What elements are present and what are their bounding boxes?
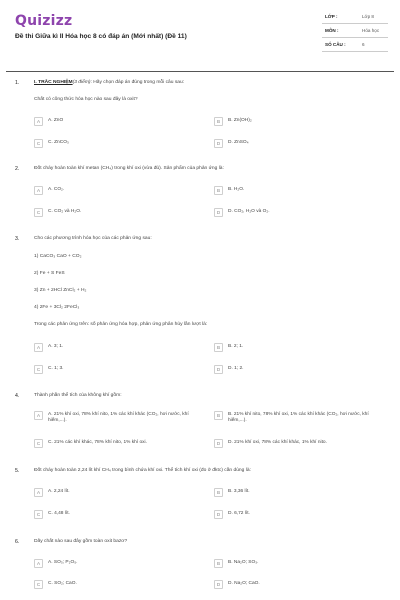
option-a[interactable]: [34, 488, 204, 497]
reaction-3: 3) Zn + 2HCl ZnCl₂ + H₂: [34, 288, 87, 293]
option-text: D. Na₂O; CaO.: [228, 581, 260, 586]
option-d[interactable]: [214, 208, 384, 217]
section-heading: I. TRẮC NGHIỆM: [34, 80, 73, 85]
option-a[interactable]: [34, 559, 204, 568]
section-note: (3 điểm): [72, 80, 91, 85]
question-text: Thành phần thể tích của không khí gồm:: [34, 393, 122, 398]
meta-class-value: Lớp 8: [362, 14, 374, 19]
option-d[interactable]: [214, 365, 384, 374]
meta-subject-value: Hóa học: [362, 28, 380, 33]
option-letter: D: [214, 580, 223, 589]
option-c[interactable]: [34, 439, 204, 448]
option-letter: A: [34, 411, 43, 420]
meta-subject-label: MÔN :: [325, 28, 339, 33]
question-text: Cho các phương trình hóa học của các phản ứng sau:: [34, 236, 152, 241]
question-number: 2.: [15, 166, 20, 172]
meta-count-row: [322, 38, 388, 52]
question-number: 5.: [15, 468, 20, 474]
option-a[interactable]: [34, 343, 204, 352]
option-text: C. 1; 3.: [48, 366, 64, 371]
option-text: B. 3,36 lít.: [228, 489, 250, 494]
meta-box: [322, 10, 388, 52]
meta-class-label: LỚP :: [325, 14, 338, 19]
meta-count-label: SỐ CÂU :: [325, 42, 346, 47]
option-b[interactable]: [214, 343, 384, 352]
option-letter: C: [34, 365, 43, 374]
option-letter: A: [34, 343, 43, 352]
option-text: C. 21% các khí khác, 78% khí nito, 1% khí oxi.: [48, 440, 147, 445]
option-text: D. 1; 2.: [228, 366, 244, 371]
option-text: D. 6,72 lít.: [228, 511, 250, 516]
option-text: A. CO₂.: [48, 187, 65, 192]
reaction-1: 1) CaCO₃ CaO + CO₂: [34, 254, 82, 259]
option-text: A. 2,24 lít.: [48, 489, 70, 494]
option-b[interactable]: [214, 117, 384, 126]
option-letter: D: [214, 208, 223, 217]
option-b[interactable]: [214, 411, 384, 424]
option-b[interactable]: [214, 186, 384, 195]
option-c[interactable]: [34, 510, 204, 519]
option-text: C. SO₂; CaO.: [48, 581, 77, 586]
option-text: A. 21% khí oxi, 78% khí nito, 1% các khí khác (CO₂, hơi nước, khí hiếm,...).: [48, 412, 189, 424]
meta-class-row: [322, 10, 388, 24]
question-number: 1.: [15, 80, 20, 86]
option-letter: C: [34, 208, 43, 217]
question-text: Chất có công thức hóa học nào sau đây là oxit?: [34, 97, 138, 102]
option-b[interactable]: [214, 488, 384, 497]
question-subprompt: Trong các phản ứng trên: số phản ứng hóa hợp, phản ứng phân hủy lần lượt là:: [34, 322, 208, 327]
option-b[interactable]: [214, 559, 384, 568]
question-text: Dãy chất nào sau đây gồm toàn oxit bazơ?: [34, 539, 128, 544]
option-text: B. Na₂O; SO₃.: [228, 560, 259, 565]
option-a[interactable]: [34, 117, 204, 126]
option-letter: B: [214, 488, 223, 497]
option-text: A. ZnO: [48, 118, 64, 123]
option-d[interactable]: [214, 139, 384, 148]
option-letter: A: [34, 186, 43, 195]
option-c[interactable]: [34, 139, 204, 148]
option-text: D. CO₂, H₂O và O₂.: [228, 209, 270, 214]
question-text: Đốt cháy hoàn toàn 2,24 lít khí CH₄ trong bình chứa khí oxi. Thể tích khí oxi (đo ở đktc) cần dùng là:: [34, 468, 251, 473]
option-text: B. 21% khí nito, 78% khí oxi, 1% các khí khác (CO₂, hơi nước, khí hiếm,...).: [228, 412, 369, 424]
option-letter: B: [214, 343, 223, 352]
option-text: D. 21% khí oxi, 78% các khí khác, 1% khí nito.: [228, 440, 327, 445]
option-text: D. ZnSO₄: [228, 140, 249, 145]
option-letter: A: [34, 117, 43, 126]
option-text: C. 4,48 lít.: [48, 511, 70, 516]
option-letter: D: [214, 139, 223, 148]
reaction-2: 2) Fe + S FeS: [34, 271, 65, 276]
option-letter: B: [214, 559, 223, 568]
option-a[interactable]: [34, 186, 204, 195]
option-text: C. ZnCO₃: [48, 140, 69, 145]
option-letter: C: [34, 439, 43, 448]
option-d[interactable]: [214, 510, 384, 519]
option-text: C. CO₂ và H₂O.: [48, 209, 82, 214]
option-d[interactable]: [214, 439, 384, 448]
question-text: Đốt cháy hoàn toàn khí metan (CH₄) trong khí oxi (vừa đủ). Sản phẩm của phản ứng là:: [34, 166, 224, 171]
option-letter: B: [214, 411, 223, 420]
option-text: B. 2; 1.: [228, 344, 244, 349]
option-d[interactable]: [214, 580, 384, 589]
question-number: 3.: [15, 236, 20, 242]
option-letter: D: [214, 439, 223, 448]
question-prompt: [34, 80, 184, 85]
option-letter: C: [34, 580, 43, 589]
option-c[interactable]: [34, 365, 204, 374]
option-c[interactable]: [34, 208, 204, 217]
quizizz-logo: Quizizz: [15, 13, 73, 29]
meta-count-value: 6: [362, 42, 365, 47]
option-letter: A: [34, 488, 43, 497]
option-c[interactable]: [34, 580, 204, 589]
page-title: Đề thi Giữa kì II Hóa học 8 có đáp án (Mới nhất) (Đề 11): [15, 33, 187, 40]
reaction-4: 4) 2Fe + 3Cl₂ 2FeCl₃: [34, 305, 80, 310]
option-letter: C: [34, 510, 43, 519]
header-divider: [6, 71, 394, 72]
option-text: B. Zn(OH)₂: [228, 118, 252, 123]
option-text: B. H₂O.: [228, 187, 245, 192]
question-number: 4.: [15, 393, 20, 399]
option-text: A. SO₃; P₂O₅.: [48, 560, 78, 565]
option-letter: D: [214, 365, 223, 374]
option-letter: D: [214, 510, 223, 519]
option-letter: A: [34, 559, 43, 568]
question-number: 6.: [15, 539, 20, 545]
option-letter: C: [34, 139, 43, 148]
meta-subject-row: [322, 24, 388, 38]
option-letter: B: [214, 117, 223, 126]
option-text: A. 3; 1.: [48, 344, 64, 349]
option-a[interactable]: [34, 411, 204, 424]
section-instruction: : Hãy chọn đáp án đúng trong mỗi câu sau:: [90, 80, 185, 85]
option-letter: B: [214, 186, 223, 195]
